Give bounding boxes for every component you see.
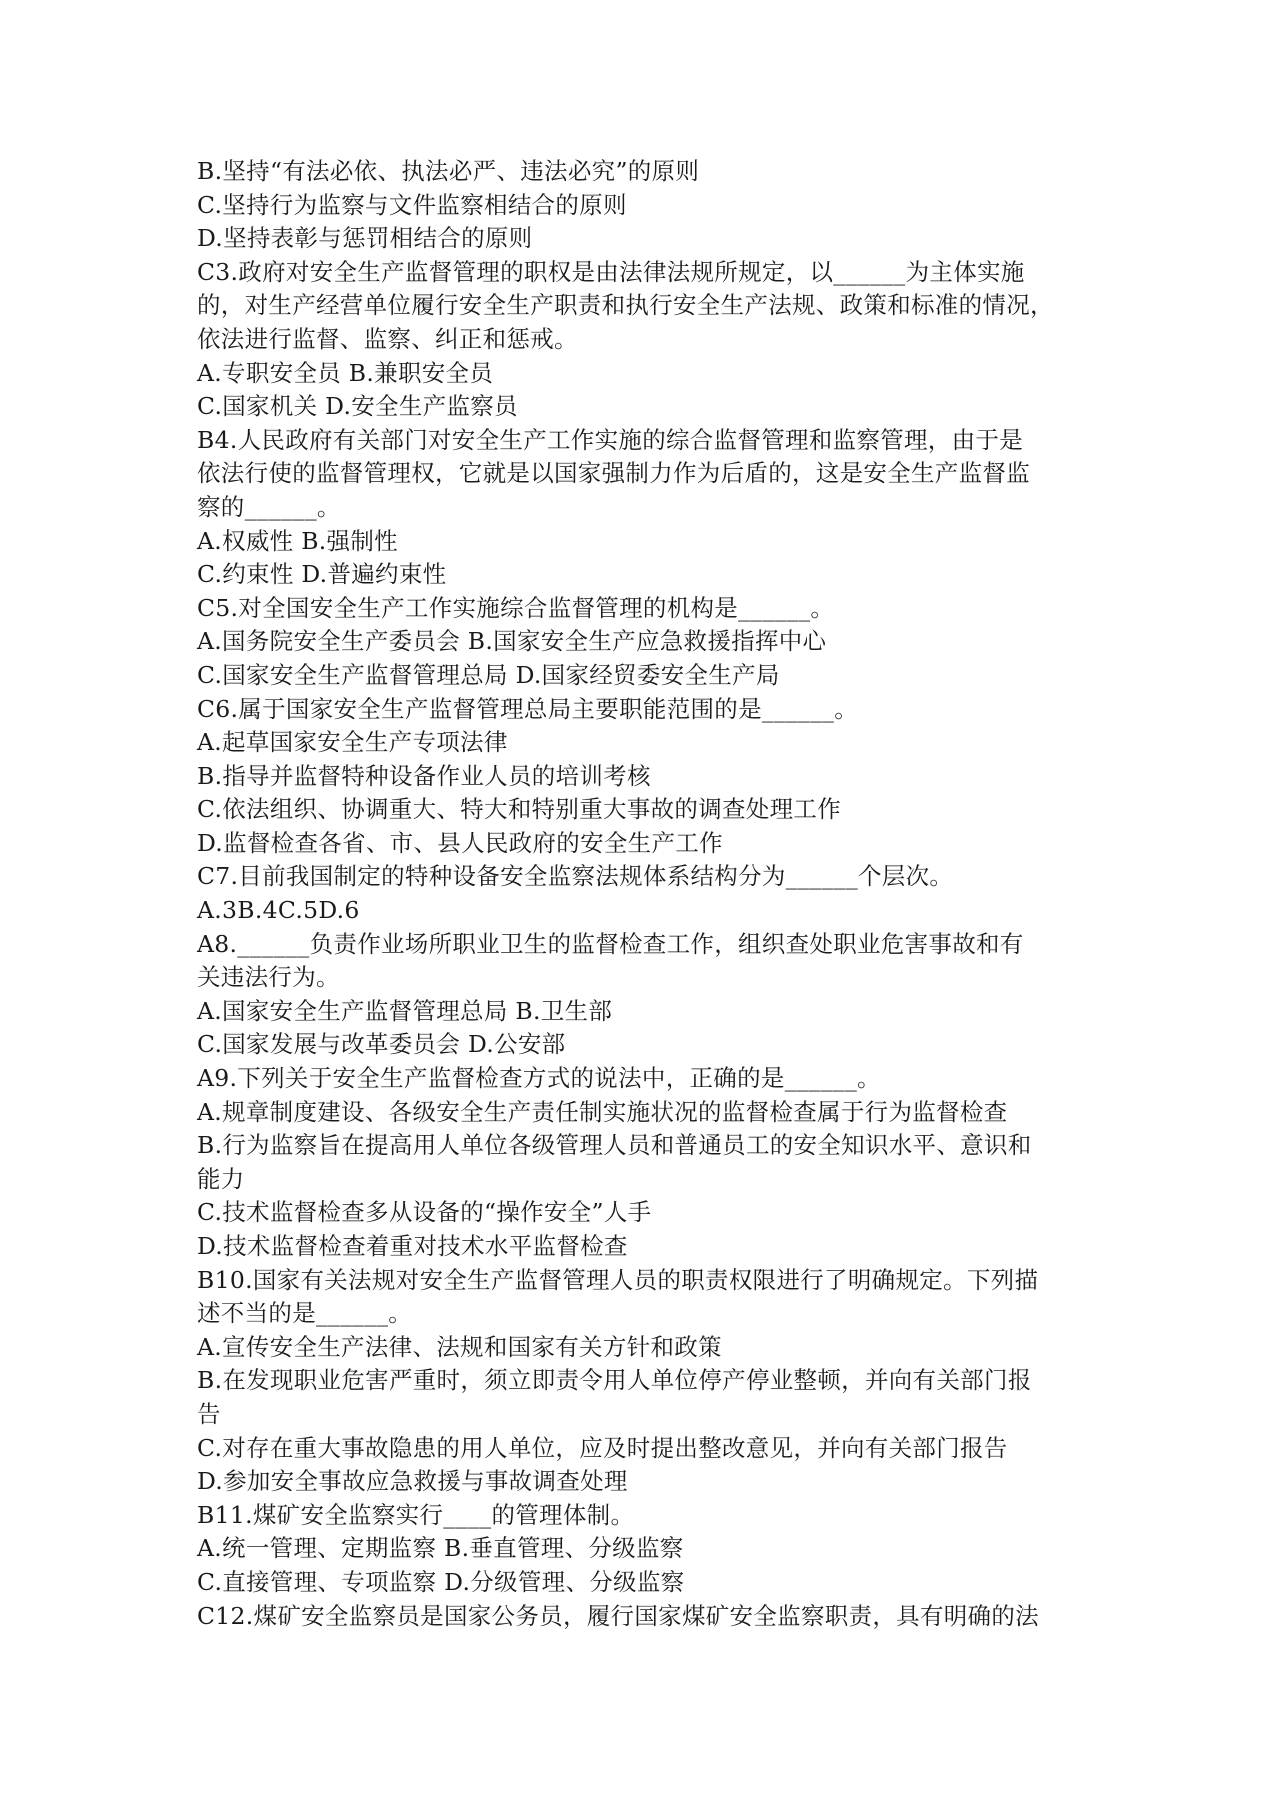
text-line: 依法行使的监督管理权，它就是以国家强制力作为后盾的，这是安全生产监督监 [197,459,1030,488]
text-line: D.参加安全事故应急救援与事故调查处理 [197,1467,628,1496]
text-line: D.坚持表彰与惩罚相结合的原则 [197,224,533,253]
text-line: 察的______。 [197,492,341,521]
text-line: C7.目前我国制定的特种设备安全监察法规体系结构分为______个层次。 [197,862,954,891]
text-line: C6.属于国家安全生产监督管理总局主要职能范围的是______。 [197,694,859,723]
text-line: C.直接管理、专项监察 D.分级管理、分级监察 [197,1567,685,1596]
text-line: 的，对生产经营单位履行安全生产职责和执行安全生产法规、政策和标准的情况， [197,291,1054,320]
text-line: C.技术监督检查多从设备的“操作安全”人手 [197,1198,652,1227]
text-line: B.坚持“有法必依、执法必严、违法必究”的原则 [197,157,700,185]
text-line: C.坚持行为监察与文件监察相结合的原则 [197,190,627,219]
text-line: A.宣传安全生产法律、法规和国家有关方针和政策 [197,1332,722,1361]
text-line: B.在发现职业危害严重时，须立即责令用人单位停产停业整顿，并向有关部门报 [197,1366,1032,1395]
text-line: B10.国家有关法规对安全生产监督管理人员的职责权限进行了明确规定。下列描 [197,1265,1039,1294]
text-line: C.国家发展与改革委员会 D.公安部 [197,1030,566,1059]
text-line: C.国家安全生产监督管理总局 D.国家经贸委安全生产局 [197,660,780,689]
text-line: B11.煤矿安全监察实行____的管理体制。 [197,1500,635,1529]
text-line: 依法进行监督、监察、纠正和惩戒。 [197,324,578,353]
text-line: B.行为监察旨在提高用人单位各级管理人员和普通员工的安全知识水平、意识和 [197,1131,1032,1160]
text-line: B4.人民政府有关部门对安全生产工作实施的综合监督管理和监察管理，由于是 [197,425,1023,454]
text-line: C.对存在重大事故隐患的用人单位，应及时提出整改意见，并向有关部门报告 [197,1433,1008,1462]
text-line: C.依法组织、协调重大、特大和特别重大事故的调查处理工作 [197,795,842,824]
text-line: A9.下列关于安全生产监督检查方式的说法中，正确的是______。 [197,1064,881,1093]
text-line: A.国务院安全生产委员会 B.国家安全生产应急救援指挥中心 [197,627,827,656]
text-line: B.指导并监督特种设备作业人员的培训考核 [197,761,651,790]
text-line: D.技术监督检查着重对技术水平监督检查 [197,1232,628,1260]
text-line: A.起草国家安全生产专项法律 [197,728,508,757]
text-line: 述不当的是______。 [197,1299,413,1328]
text-line: 告 [197,1399,221,1428]
text-line: A.3B.4C.5D.6 [197,896,360,925]
text-line: A.专职安全员 B.兼职安全员 [197,358,494,387]
text-line: A.规章制度建设、各级安全生产责任制实施状况的监督检查属于行为监督检查 [197,1097,1008,1126]
text-line: A8.______负责作业场所职业卫生的监督检查工作，组织查处职业危害事故和有 [197,929,1024,958]
text-line: C.约束性 D.普遍约束性 [197,560,447,589]
text-line: C5.对全国安全生产工作实施综合监督管理的机构是______。 [197,593,835,622]
document-page [197,155,1102,1633]
text-line: C3.政府对安全生产监督管理的职权是由法律法规所规定，以______为主体实施 [197,257,1025,286]
text-line: D.监督检查各省、市、县人民政府的安全生产工作 [197,828,723,857]
text-line: 关违法行为。 [197,963,340,992]
text-line: A.国家安全生产监督管理总局 B.卫生部 [197,996,613,1025]
text-line: 能力 [197,1164,245,1193]
text-line: A.权威性 B.强制性 [197,526,398,555]
text-line: C12.煤矿安全监察员是国家公务员，履行国家煤矿安全监察职责，具有明确的法 [197,1601,1039,1630]
text-line: A.统一管理、定期监察 B.垂直管理、分级监察 [197,1534,684,1563]
text-line: C.国家机关 D.安全生产监察员 [197,392,518,421]
